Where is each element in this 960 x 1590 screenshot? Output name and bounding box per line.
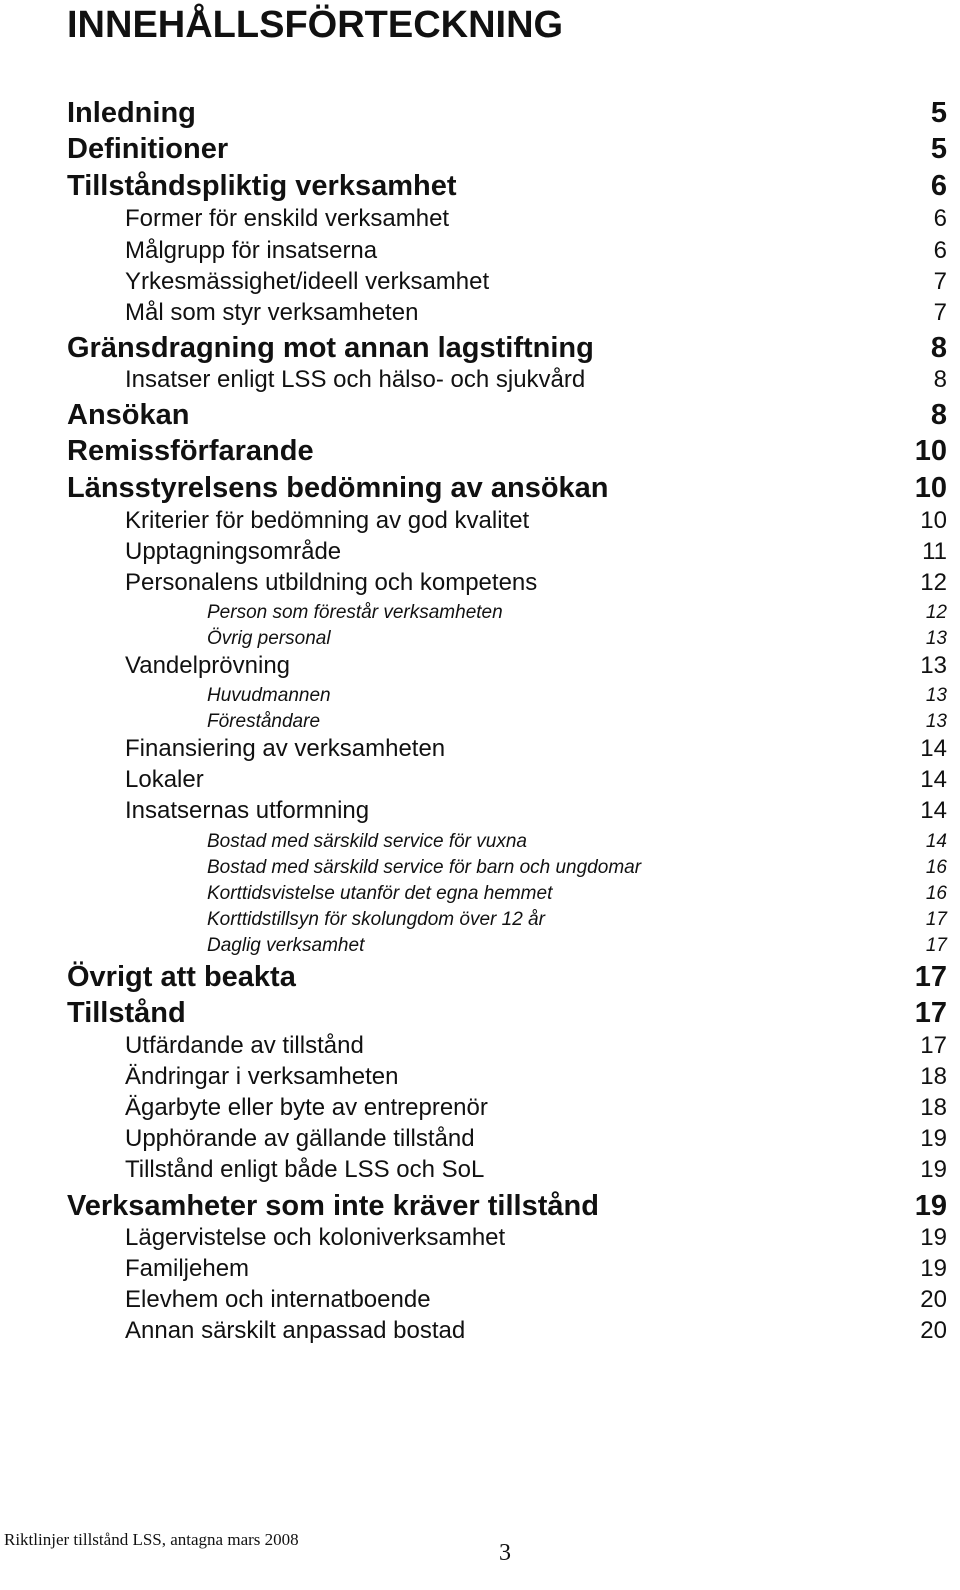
toc-entry-title: Familjehem [125, 1255, 250, 1282]
toc-entry [67, 332, 947, 364]
toc-entry-page: 7 [933, 268, 947, 295]
toc-entry [67, 170, 947, 202]
toc-entry-page: 8 [930, 399, 947, 431]
toc-entry-page: 12 [925, 602, 947, 623]
toc-entry-title: Korttidsvistelse utanför det egna hemmet [207, 883, 553, 904]
toc-entry-title: Finansiering av verksamheten [125, 735, 446, 762]
toc-entry-page: 17 [914, 997, 947, 1029]
toc-entry-title: Övrig personal [207, 628, 331, 649]
toc-entry-page: 13 [920, 652, 947, 679]
toc-entry [67, 908, 947, 932]
toc-entry [67, 97, 947, 129]
toc-entry-title: Vandelprövning [125, 652, 291, 679]
toc-entry [67, 856, 947, 880]
toc-entry-title: Länsstyrelsens bedömning av ansökan [67, 472, 609, 504]
toc-entry [67, 652, 947, 680]
toc-entry-title: Yrkesmässighet/ideell verksamhet [125, 268, 490, 295]
toc-entry [67, 830, 947, 854]
toc-entry-title: Inledning [67, 97, 196, 129]
toc-entry-title: Bostad med särskild service för barn och ungdomar [207, 857, 642, 878]
toc-entry-title: Upptagningsområde [125, 538, 342, 565]
toc-entry [67, 797, 947, 825]
toc-entry-page: 14 [920, 766, 947, 793]
toc-entry [67, 237, 947, 265]
toc-entry [67, 601, 947, 625]
toc-entry [67, 472, 947, 504]
toc-entry-title: Tillstånd enligt både LSS och SoL [125, 1156, 485, 1183]
toc-entry [67, 997, 947, 1029]
toc-entry-title: Annan särskilt anpassad bostad [125, 1317, 466, 1344]
toc-entry-title: Elevhem och internatboende [125, 1286, 431, 1313]
toc-entry [67, 627, 947, 651]
toc-entry [67, 569, 947, 597]
toc-entry [67, 1032, 947, 1060]
footer-text: Riktlinjer tillstånd LSS, antagna mars 2008 [4, 1530, 299, 1549]
toc-entry-page: 10 [914, 472, 947, 504]
toc-entry-title: Korttidstillsyn för skolungdom över 12 år [207, 909, 545, 930]
toc-entry-page: 16 [925, 857, 947, 878]
toc-entry-title: Tillståndspliktig verksamhet [67, 170, 457, 202]
toc-entry-page: 17 [914, 961, 947, 993]
page-number: 3 [499, 1540, 511, 1566]
toc-entry-page: 19 [920, 1156, 947, 1183]
toc-entry-page: 10 [920, 507, 947, 534]
toc-entry-title: Tillstånd [67, 997, 186, 1029]
toc-entry-title: Mål som styr verksamheten [125, 299, 419, 326]
toc-entry-title: Ägarbyte eller byte av entreprenör [125, 1094, 488, 1121]
toc-entry-title: Kriterier för bedömning av god kvalitet [125, 507, 530, 534]
toc-entry-page: 6 [933, 237, 947, 264]
toc-entry-page: 6 [930, 170, 947, 202]
toc-entry-title: Definitioner [67, 133, 229, 165]
toc-entry [67, 1286, 947, 1314]
toc-entry-title: Insatsernas utformning [125, 797, 370, 824]
toc-entry-page: 13 [925, 711, 947, 732]
toc-entry [67, 435, 947, 467]
toc-entry-page: 10 [914, 435, 947, 467]
toc-entry-title: Upphörande av gällande tillstånd [125, 1125, 475, 1152]
toc-entry-page: 17 [925, 909, 947, 930]
toc-entry-page: 12 [920, 569, 947, 596]
toc-entry [67, 299, 947, 327]
toc-entry-page: 13 [925, 685, 947, 706]
table-of-contents [67, 0, 947, 1400]
toc-entry-title: Verksamheter som inte kräver tillstånd [67, 1190, 599, 1222]
toc-entry-page: 14 [920, 797, 947, 824]
toc-entry-page: 20 [920, 1317, 947, 1344]
toc-entry-page: 8 [930, 332, 947, 364]
toc-entry [67, 268, 947, 296]
toc-entry [67, 1094, 947, 1122]
toc-entry-title: Person som förestår verksamheten [207, 602, 503, 623]
toc-entry-page: 19 [914, 1190, 947, 1222]
toc-entry [67, 366, 947, 394]
toc-entry-page: 13 [925, 628, 947, 649]
toc-entry [67, 133, 947, 165]
toc-entry [67, 882, 947, 906]
toc-entry-page: 17 [925, 935, 947, 956]
toc-entry-page: 19 [920, 1125, 947, 1152]
toc-entry-title: Målgrupp för insatserna [125, 237, 378, 264]
toc-entry-page: 5 [930, 97, 947, 129]
toc-entry-page: 14 [925, 831, 947, 852]
toc-entry-title: Gränsdragning mot annan lagstiftning [67, 332, 594, 364]
toc-entry-page: 19 [920, 1224, 947, 1251]
toc-entry-title: Föreståndare [207, 711, 321, 732]
toc-entry [67, 961, 947, 993]
toc-entry-page: 20 [920, 1286, 947, 1313]
toc-entry [67, 1224, 947, 1252]
toc-entry-title: Bostad med särskild service för vuxna [207, 831, 527, 852]
toc-entry [67, 507, 947, 535]
toc-entry [67, 710, 947, 734]
toc-entry [67, 399, 947, 431]
page-heading: INNEHÅLLSFÖRTECKNING [67, 4, 564, 46]
toc-entry-title: Insatser enligt LSS och hälso- och sjukvård [125, 366, 586, 393]
toc-entry-page: 18 [920, 1094, 947, 1121]
toc-entry-title: Former för enskild verksamhet [125, 205, 450, 232]
toc-entry-title: Huvudmannen [207, 685, 331, 706]
toc-entry [67, 1255, 947, 1283]
toc-entry [67, 934, 947, 958]
toc-entry-page: 19 [920, 1255, 947, 1282]
toc-entry-page: 18 [920, 1063, 947, 1090]
toc-entry [67, 1063, 947, 1091]
toc-entry [67, 1190, 947, 1222]
toc-entry [67, 1125, 947, 1153]
toc-entry [67, 1317, 947, 1345]
toc-entry-title: Övrigt att beakta [67, 961, 296, 993]
toc-entry [67, 205, 947, 233]
toc-entry-title: Lägervistelse och koloniverksamhet [125, 1224, 506, 1251]
toc-entry-title: Daglig verksamhet [207, 935, 365, 956]
toc-entry [67, 684, 947, 708]
toc-entry-page: 5 [930, 133, 947, 165]
toc-entry-page: 8 [933, 366, 947, 393]
toc-entry-title: Lokaler [125, 766, 204, 793]
toc-entry-page: 14 [920, 735, 947, 762]
toc-entry-title: Ansökan [67, 399, 190, 431]
toc-entry-page: 7 [933, 299, 947, 326]
toc-entry-page: 16 [925, 883, 947, 904]
toc-entry-title: Ändringar i verksamheten [125, 1063, 399, 1090]
toc-entry-title: Personalens utbildning och kompetens [125, 569, 538, 596]
toc-entry-title: Utfärdande av tillstånd [125, 1032, 364, 1059]
toc-entry-page: 17 [920, 1032, 947, 1059]
toc-entry [67, 1156, 947, 1184]
toc-entry [67, 766, 947, 794]
toc-entry-page: 11 [922, 538, 947, 565]
toc-entry-page: 6 [933, 205, 947, 232]
toc-entry [67, 538, 947, 566]
toc-entry [67, 735, 947, 763]
toc-entry-title: Remissförfarande [67, 435, 314, 467]
